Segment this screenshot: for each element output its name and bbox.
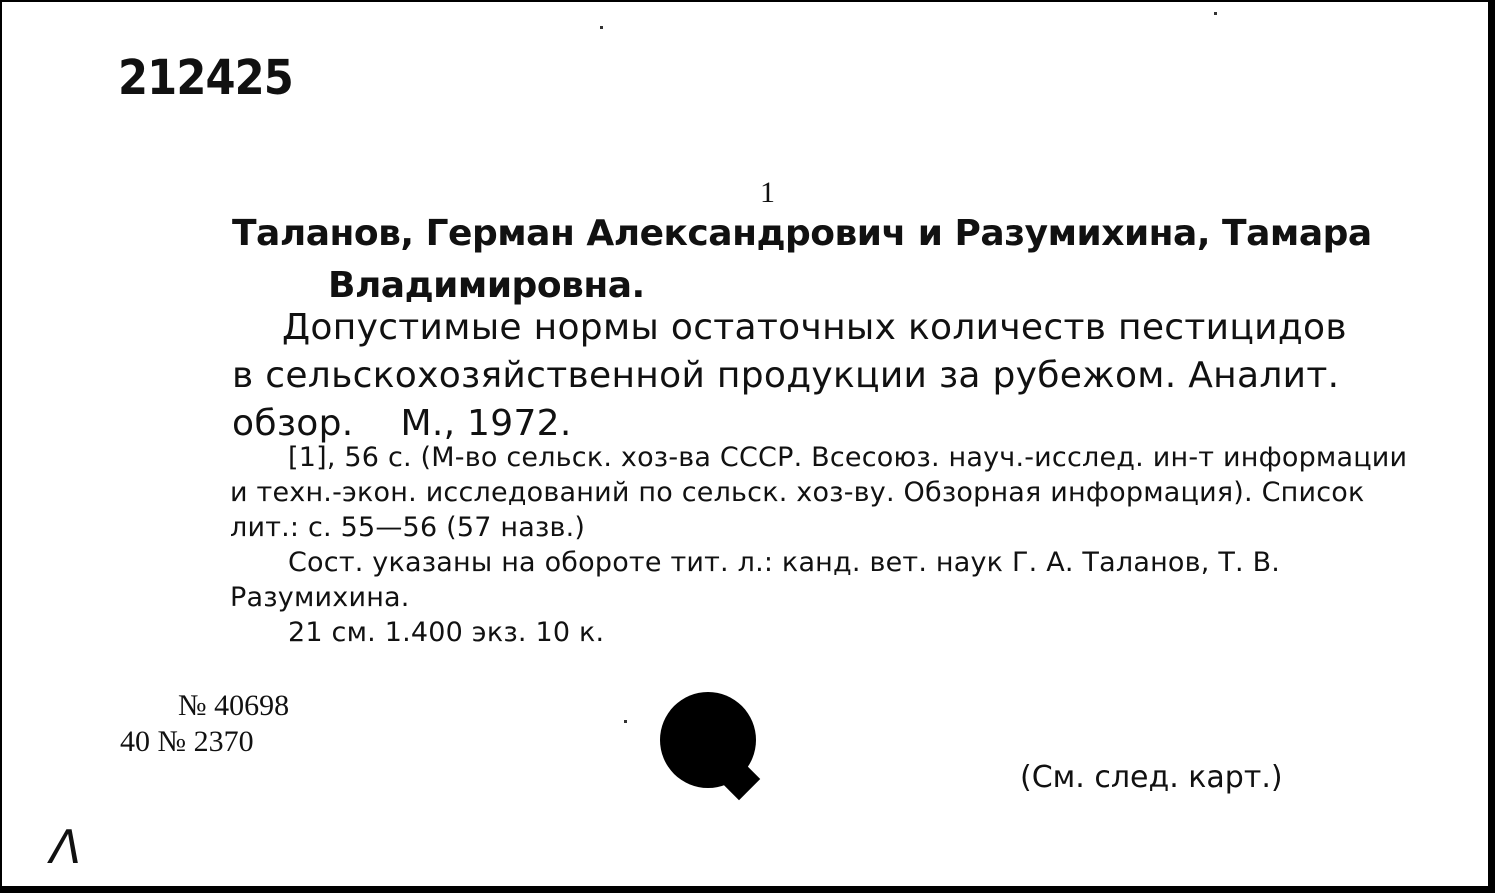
compilers-note: Сост. указаны на обороте тит. л.: канд. вет. наук Г. А. Таланов, Т. В. Разумихина. <box>230 547 1281 613</box>
title-line-2: в сельскохозяйственной продукции за рубежом. Аналит. <box>232 355 1340 396</box>
authors-line-2: Владимировна. <box>328 265 645 306</box>
title-line-1: Допустимые нормы остаточных количеств пестицидов <box>282 307 1347 348</box>
card-sequence-number: 1 <box>760 176 775 209</box>
bibliographic-details <box>230 440 1412 650</box>
authors-heading <box>232 208 1412 312</box>
dust-speck <box>600 26 603 29</box>
dust-speck <box>1214 12 1217 15</box>
inventory-number-2: 40 № 2370 <box>120 725 254 758</box>
title-line-3: обзор. М., 1972. <box>232 403 572 444</box>
authors-line-1: Таланов, Герман Александрович и Разумихина, Тамара <box>232 213 1372 254</box>
format-and-price: 21 см. 1.400 экз. 10 к. <box>288 617 605 648</box>
inventory-numbers <box>120 688 289 760</box>
inventory-number-1: № 40698 <box>178 689 290 722</box>
physical-description: [1], 56 с. (М-во сельск. хоз-ва СССР. Всесоюз. науч.-исслед. ин-т информации и техн.-экон. исследований по сельск. хоз-ву. Обзорная информация). Список лит.: с. 55—56 (57 назв.) <box>230 442 1408 543</box>
catalog-card <box>2 2 1488 886</box>
handwritten-number: 212425 <box>118 50 293 106</box>
continued-note: (См. след. карт.) <box>1020 760 1283 795</box>
book-title <box>232 304 1412 448</box>
handwritten-corner-mark: Λ <box>50 820 82 874</box>
dust-speck <box>624 720 627 723</box>
